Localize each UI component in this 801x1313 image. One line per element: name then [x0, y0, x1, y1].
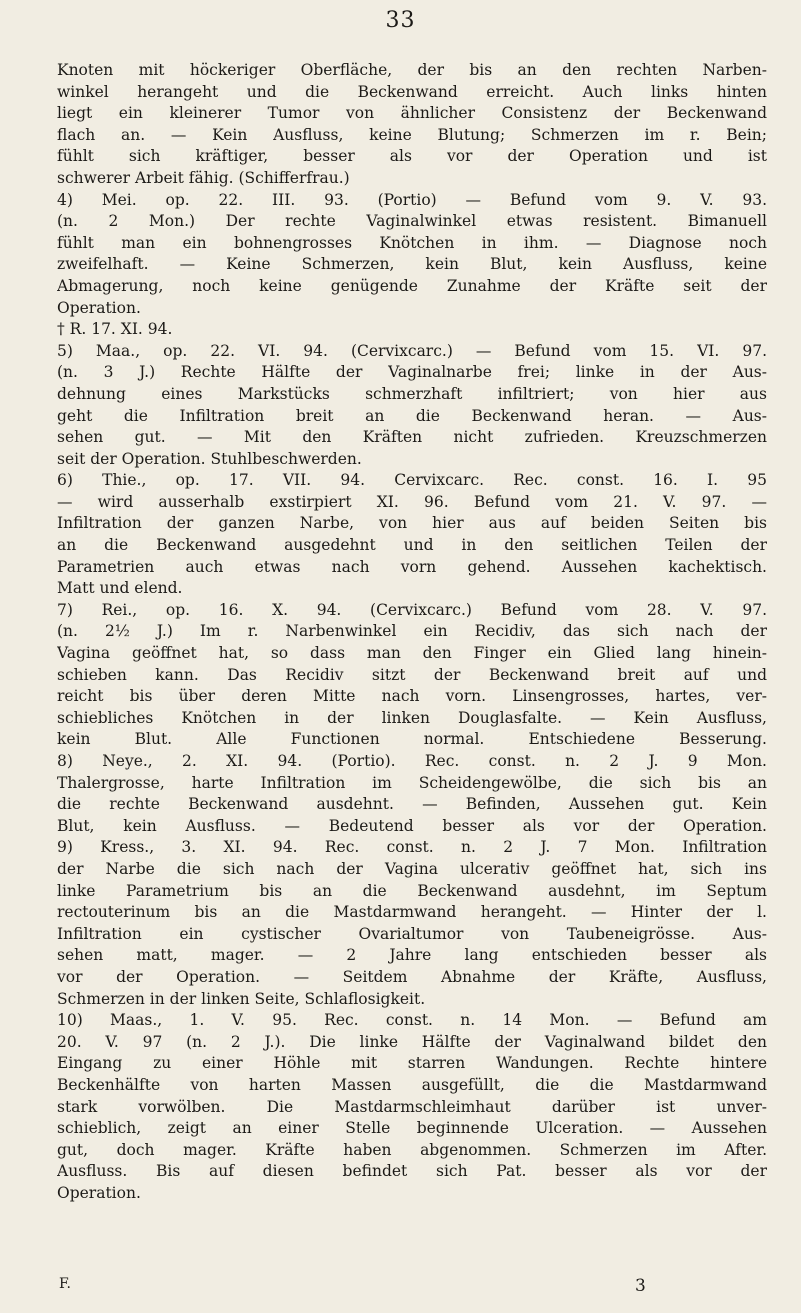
text-line: rectouterinum bis an die Mastdarmwand herangeht. — Hinter der l.	[57, 903, 767, 922]
text-line: Infiltration der ganzen Narbe, von hier aus auf beiden Seiten bis	[57, 514, 767, 533]
text-line: Ausfluss. Bis auf diesen befindet sich Pat. besser als vor der	[57, 1162, 767, 1181]
text-line: dehnung eines Markstücks schmerzhaft infiltriert; von hier aus	[57, 384, 767, 403]
text-line: zweifelhaft. — Keine Schmerzen, kein Blut, kein Ausfluss, keine	[57, 255, 767, 274]
text-line: seit der Operation. Stuhlbeschwerden.	[57, 449, 362, 468]
text-line: Operation.	[57, 1183, 141, 1202]
text-line: linke Parametrium bis an die Beckenwand ausdehnt, im Septum	[57, 881, 767, 900]
text-line: die rechte Beckenwand ausdehnt. — Befinden, Aussehen gut. Kein	[57, 795, 767, 814]
text-line: flach an. — Kein Ausfluss, keine Blutung; Schmerzen im r. Bein;	[57, 125, 767, 144]
text-line: an die Beckenwand ausgedehnt und in den seitlichen Teilen der	[57, 536, 767, 555]
text-line: 9) Kress., 3. XI. 94. Rec. const. n. 2 J. 7 Mon. Infiltration	[57, 838, 767, 857]
text-line: schwerer Arbeit fähig. (Schifferfrau.)	[57, 168, 350, 187]
text-line: — wird ausserhalb exstirpiert XI. 96. Befund vom 21. V. 97. —	[57, 492, 767, 511]
text-line: 5) Maa., op. 22. VI. 94. (Cervixcarc.) — Befund vom 15. VI. 97.	[57, 341, 767, 360]
text-line: (n. 2 Mon.) Der rechte Vaginalwinkel etwas resistent. Bimanuell	[57, 212, 767, 231]
text-line: schiebliches Knötchen in der linken Douglasfalte. — Kein Ausfluss,	[57, 708, 767, 727]
text-line: Knoten mit höckeriger Oberfläche, der bis an den rechten Narben-	[57, 61, 767, 79]
text-line: Eingang zu einer Höhle mit starren Wandungen. Rechte hintere	[57, 1054, 767, 1073]
text-line: Schmerzen in der linken Seite, Schlaflosigkeit.	[57, 989, 426, 1008]
text-line: geht die Infiltration breit an die Beckenwand heran. — Aus-	[57, 406, 767, 425]
text-line: gut, doch mager. Kräfte haben abgenommen. Schmerzen im After.	[57, 1140, 767, 1159]
text-line: sehen matt, mager. — 2 Jahre lang entschieden besser als	[57, 946, 767, 965]
text-line: Parametrien auch etwas nach vorn gehend. Aussehen kachektisch.	[57, 557, 767, 576]
text-line: 10) Maas., 1. V. 95. Rec. const. n. 14 Mon. — Befund am	[57, 1011, 767, 1030]
text-line: † R. 17. XI. 94.	[57, 320, 173, 339]
page-number: 33	[385, 8, 416, 33]
text-line: kein Blut. Alle Functionen normal. Entschiedene Besserung.	[57, 730, 767, 749]
sheet-number: 3	[635, 1276, 646, 1296]
text-line: liegt ein kleinerer Tumor von ähnlicher Consistenz der Beckenwand	[57, 104, 767, 123]
text-line: Thalergrosse, harte Infiltration im Scheidengewölbe, die sich bis an	[57, 773, 767, 792]
text-line: fühlt sich kräftiger, besser als vor der Operation und ist	[57, 147, 767, 166]
text-line: der Narbe die sich nach der Vagina ulcerativ geöffnet hat, sich ins	[57, 859, 767, 878]
text-line: 20. V. 97 (n. 2 J.). Die linke Hälfte der Vaginalwand bildet den	[57, 1032, 767, 1051]
text-line: Infiltration ein cystischer Ovarialtumor von Taubeneigrösse. Aus-	[57, 924, 767, 943]
text-line: vor der Operation. — Seitdem Abnahme der Kräfte, Ausfluss,	[57, 967, 767, 986]
text-line: Matt und elend.	[57, 579, 183, 598]
text-line: reicht bis über deren Mitte nach vorn. Linsengrosses, hartes, ver-	[57, 687, 767, 706]
text-line: (n. 2½ J.) Im r. Narbenwinkel ein Recidiv, das sich nach der	[57, 622, 767, 641]
text-line: (n. 3 J.) Rechte Hälfte der Vaginalnarbe frei; linke in der Aus-	[57, 363, 767, 382]
text-line: 8) Neye., 2. XI. 94. (Portio). Rec. const. n. 2 J. 9 Mon.	[57, 752, 767, 770]
signature-mark: F.	[59, 1276, 71, 1292]
text-line: stark vorwölben. Die Mastdarmschleimhaut darüber ist unver-	[57, 1097, 767, 1116]
text-line: winkel herangeht und die Beckenwand erreicht. Auch links hinten	[57, 82, 767, 101]
text-line: 6) Thie., op. 17. VII. 94. Cervixcarc. Rec. const. 16. I. 95	[57, 471, 767, 490]
text-line: Operation.	[57, 298, 141, 317]
text-line: schieben kann. Das Recidiv sitzt der Beckenwand breit auf und	[57, 665, 767, 684]
text-line: 7) Rei., op. 16. X. 94. (Cervixcarc.) Befund vom 28. V. 97.	[57, 600, 767, 619]
text-line: Vagina geöffnet hat, so dass man den Finger ein Glied lang hinein-	[57, 644, 767, 663]
text-line: fühlt man ein bohnengrosses Knötchen in ihm. — Diagnose noch	[57, 233, 767, 252]
body-text	[57, 60, 767, 1204]
text-line: Beckenhälfte von harten Massen ausgefüllt, die die Mastdarmwand	[57, 1075, 767, 1094]
text-line: 4) Mei. op. 22. III. 93. (Portio) — Befund vom 9. V. 93.	[57, 190, 767, 209]
text-line: Abmagerung, noch keine genügende Zunahme der Kräfte seit der	[57, 276, 767, 295]
text-line: schieblich, zeigt an einer Stelle beginnende Ulceration. — Aussehen	[57, 1119, 767, 1138]
page-footer	[57, 1276, 767, 1300]
text-line: Blut, kein Ausfluss. — Bedeutend besser als vor der Operation.	[57, 816, 767, 835]
text-line: sehen gut. — Mit den Kräften nicht zufrieden. Kreuzschmerzen	[57, 428, 767, 447]
